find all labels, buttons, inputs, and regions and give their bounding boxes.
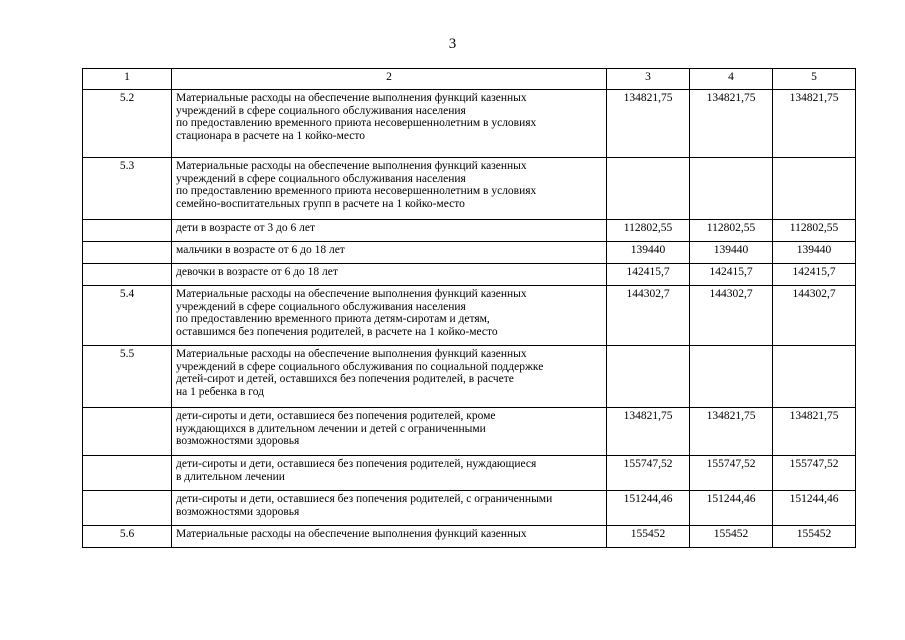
- table-row: [83, 491, 856, 526]
- row-description: дети в возрасте от 3 до 6 лет: [172, 220, 607, 242]
- value-col-5: [773, 346, 856, 408]
- table-row: [83, 526, 856, 548]
- page-number: 3: [448, 36, 457, 52]
- value-col-3: 155452: [607, 526, 690, 548]
- value-col-5: 155452: [773, 526, 856, 548]
- table-row: [83, 158, 856, 220]
- row-description: дети-сироты и дети, оставшиеся без попечения родителей, с ограниченными возможностями здоровья: [172, 491, 607, 526]
- row-number: [83, 264, 172, 286]
- table-row: [83, 242, 856, 264]
- row-number: [83, 242, 172, 264]
- value-col-5: 112802,55: [773, 220, 856, 242]
- row-number: 5.3: [83, 158, 172, 220]
- row-number: [83, 220, 172, 242]
- row-description: Материальные расходы на обеспечение выполнения функций казенных учреждений в сфере социального обслуживания по социальной поддержке детей-сирот и детей, оставшихся без попечения родителей, в расчете на 1 ребенка в год: [172, 346, 607, 408]
- value-col-5: 155747,52: [773, 456, 856, 491]
- table-row: [83, 220, 856, 242]
- table-row: [83, 456, 856, 491]
- value-col-3: 134821,75: [607, 90, 690, 158]
- header-cell-1: 1: [83, 69, 172, 90]
- header-cell-3: 3: [607, 69, 690, 90]
- row-number: 5.6: [83, 526, 172, 548]
- value-col-4: 151244,46: [690, 491, 773, 526]
- value-col-3: 134821,75: [607, 408, 690, 456]
- value-col-4: 155452: [690, 526, 773, 548]
- value-col-5: 144302,7: [773, 286, 856, 346]
- row-description: мальчики в возрасте от 6 до 18 лет: [172, 242, 607, 264]
- row-number: 5.2: [83, 90, 172, 158]
- value-col-4: 112802,55: [690, 220, 773, 242]
- expense-table: [82, 68, 856, 548]
- value-col-3: 151244,46: [607, 491, 690, 526]
- value-col-3: 139440: [607, 242, 690, 264]
- value-col-3: 155747,52: [607, 456, 690, 491]
- table-row: [83, 346, 856, 408]
- row-description: дети-сироты и дети, оставшиеся без попечения родителей, нуждающиеся в длительном лечении: [172, 456, 607, 491]
- value-col-4: 134821,75: [690, 90, 773, 158]
- header-cell-2: 2: [172, 69, 607, 90]
- value-col-3: 142415,7: [607, 264, 690, 286]
- row-description: Материальные расходы на обеспечение выполнения функций казенных учреждений в сфере социального обслуживания населения по предоставлению временного приюта несовершеннолетним в условиях семейно-воспитательных групп в расчете на 1 койко-место: [172, 158, 607, 220]
- row-description: Материальные расходы на обеспечение выполнения функций казенных: [172, 526, 607, 548]
- value-col-4: 144302,7: [690, 286, 773, 346]
- row-number: [83, 456, 172, 491]
- value-col-4: 134821,75: [690, 408, 773, 456]
- row-number: [83, 408, 172, 456]
- value-col-5: [773, 158, 856, 220]
- value-col-5: 134821,75: [773, 90, 856, 158]
- value-col-4: 142415,7: [690, 264, 773, 286]
- value-col-4: 139440: [690, 242, 773, 264]
- row-description: Материальные расходы на обеспечение выполнения функций казенных учреждений в сфере социального обслуживания населения по предоставлению временного приюта несовершеннолетним в условиях стационара в расчете на 1 койко-место: [172, 90, 607, 158]
- table-row: [83, 286, 856, 346]
- value-col-3: [607, 158, 690, 220]
- table-row: [83, 264, 856, 286]
- value-col-4: [690, 158, 773, 220]
- row-description: Материальные расходы на обеспечение выполнения функций казенных учреждений в сфере социального обслуживания населения по предоставлению временного приюта детям-сиротам и детям, оставшимся без попечения родителей, в расчете на 1 койко-место: [172, 286, 607, 346]
- row-number: [83, 491, 172, 526]
- table-row: [83, 90, 856, 158]
- value-col-5: 151244,46: [773, 491, 856, 526]
- row-description: девочки в возрасте от 6 до 18 лет: [172, 264, 607, 286]
- value-col-3: 112802,55: [607, 220, 690, 242]
- value-col-4: [690, 346, 773, 408]
- table-header-row: [83, 69, 856, 90]
- row-description: дети-сироты и дети, оставшиеся без попечения родителей, кроме нуждающихся в длительном лечении и детей с ограниченными возможностями здоровья: [172, 408, 607, 456]
- value-col-3: 144302,7: [607, 286, 690, 346]
- value-col-5: 139440: [773, 242, 856, 264]
- header-cell-5: 5: [773, 69, 856, 90]
- row-number: 5.4: [83, 286, 172, 346]
- value-col-4: 155747,52: [690, 456, 773, 491]
- header-cell-4: 4: [690, 69, 773, 90]
- row-number: 5.5: [83, 346, 172, 408]
- value-col-3: [607, 346, 690, 408]
- value-col-5: 134821,75: [773, 408, 856, 456]
- value-col-5: 142415,7: [773, 264, 856, 286]
- table-row: [83, 408, 856, 456]
